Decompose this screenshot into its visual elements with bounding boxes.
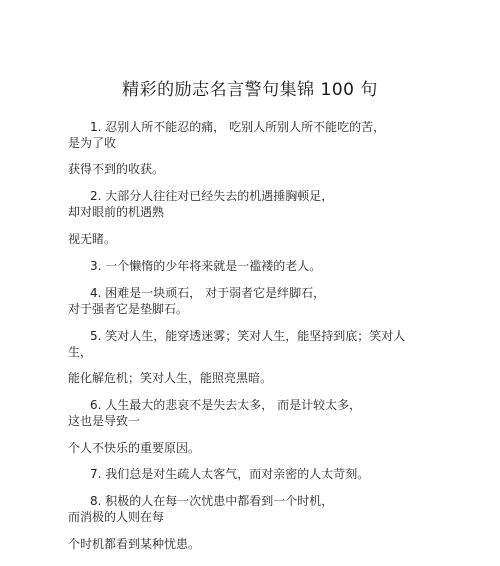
text-line: 生， bbox=[68, 345, 93, 359]
text-line: 7. 我们总是对生疏人太客气，而对亲密的人太苛刻。 bbox=[90, 467, 370, 481]
text-line: 4. 困难是一块顽石， 对于弱者它是绊脚石， bbox=[90, 286, 326, 300]
document-title: 精彩的励志名言警句集锦 100 句 bbox=[122, 80, 378, 100]
text-line: 个时机都看到某种忧患。 bbox=[68, 537, 201, 551]
text-line: 3. 一个懒惰的少年将来就是一褴褛的老人。 bbox=[90, 259, 322, 273]
text-line: 对于强者它是垫脚石。 bbox=[68, 302, 189, 316]
text-line: 6. 人生最大的悲哀不是失去太多， 而是计较太多， bbox=[90, 398, 362, 412]
text-line: 而消极的人则在每 bbox=[68, 510, 165, 524]
text-line: 这也是导致一 bbox=[68, 414, 141, 428]
text-line: 8. 积极的人在每一次忧患中都看到一个时机， bbox=[90, 494, 334, 508]
text-line: 视无睹。 bbox=[68, 232, 117, 246]
text-line: 获得不到的收获。 bbox=[68, 162, 165, 176]
text-line: 是为了收 bbox=[68, 136, 117, 150]
text-line: 能化解危机；笑对人生，能照亮黑暗。 bbox=[68, 371, 273, 385]
text-line: 2. 大部分人往往对已经失去的机遇捶胸顿足， bbox=[90, 189, 334, 203]
text-line: 5. 笑对人生，能穿透迷雾；笑对人生，能坚持到底；笑对人 bbox=[90, 329, 406, 343]
text-line: 1. 忍别人所不能忍的痛， 吃别人所别人所不能吃的苦， bbox=[90, 120, 386, 134]
text-line: 个人不快乐的重要原因。 bbox=[68, 441, 201, 455]
text-line: 却对眼前的机遇熟 bbox=[68, 205, 165, 219]
